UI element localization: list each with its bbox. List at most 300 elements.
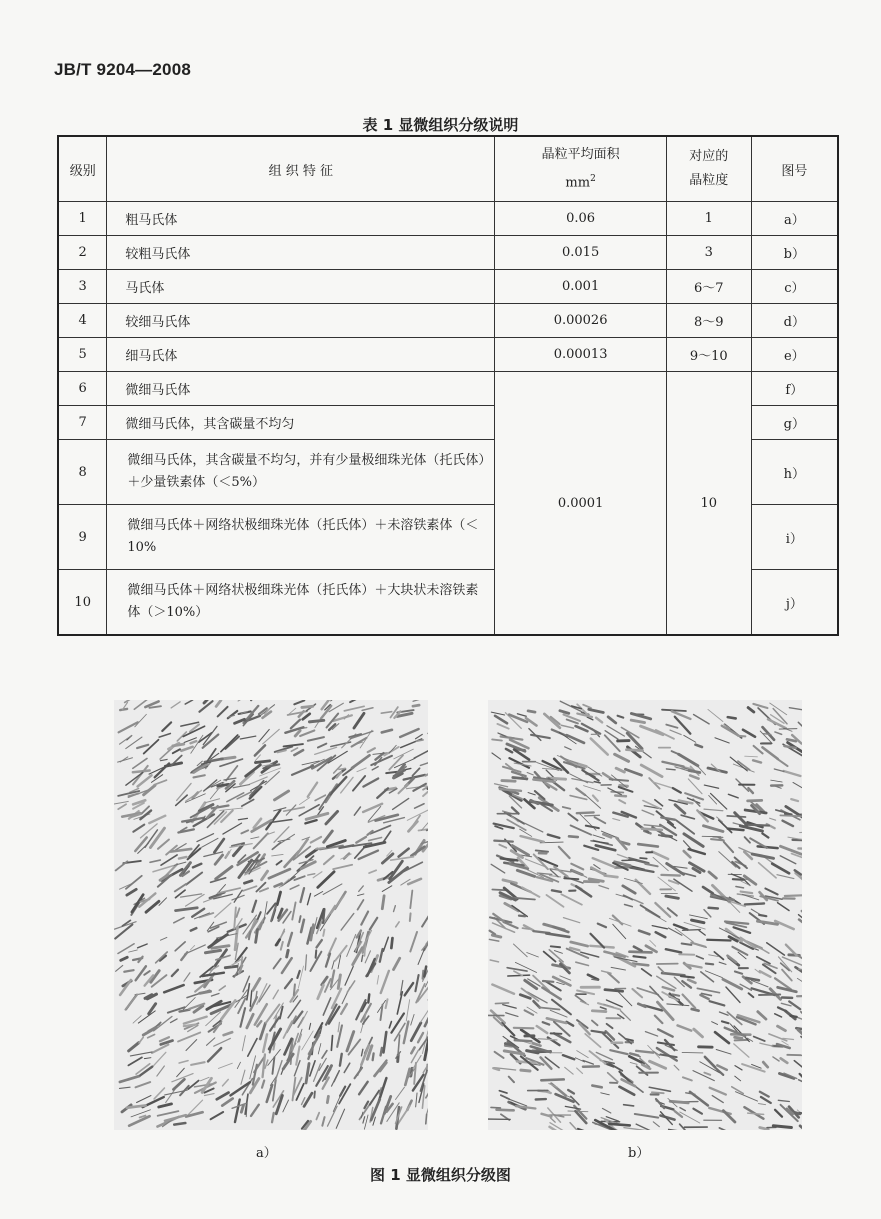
needle-mark [657,976,676,988]
needle-mark [164,985,183,992]
needle-mark [662,762,683,767]
grade-cell: 5 [58,338,107,372]
needle-mark [315,795,325,800]
needle-mark [709,795,717,804]
needle-mark [308,1042,314,1059]
needle-mark [641,726,663,734]
needle-mark [652,1092,664,1093]
needle-mark [735,1037,742,1038]
needle-mark [327,1096,328,1102]
needle-mark [495,826,503,829]
needle-mark [275,791,289,800]
needle-mark [353,776,365,791]
needle-mark [592,1021,598,1026]
needle-mark [640,858,647,859]
needle-mark [306,813,328,819]
micrograph-b-texture [488,700,802,1130]
needle-mark [418,983,428,1002]
needle-mark [611,967,625,970]
needle-mark [276,940,280,945]
caption-a: a） [256,1146,277,1161]
needle-mark [503,1005,516,1008]
needle-mark [626,750,642,751]
needle-mark [782,970,792,981]
needle-mark [140,811,151,820]
needle-mark [184,1017,207,1024]
micrograph-a-texture [114,700,428,1130]
needle-mark [525,1010,534,1015]
needle-mark [394,749,414,759]
merged-size-cell: 10 [666,372,751,636]
feature-cell: 较粗马氏体 [107,236,495,270]
needle-mark [173,749,180,753]
needle-mark [215,903,231,917]
needle-mark [383,1032,386,1052]
needle-mark [571,942,588,946]
needle-mark [394,906,396,912]
needle-mark [219,986,225,990]
needle-mark [400,729,418,737]
needle-mark [512,808,519,814]
needle-mark [763,734,771,735]
needle-mark [139,1037,143,1043]
needle-mark [670,730,681,735]
needle-mark [605,990,623,992]
table-row [58,304,838,338]
needle-mark [269,869,290,878]
needle-mark [136,966,146,980]
needle-mark [738,736,745,737]
needle-mark [600,1007,606,1009]
col-size-header [666,136,751,202]
needle-mark [624,895,633,899]
col-grade-header: 级别 [58,136,107,202]
feature-cell: 马氏体 [107,270,495,304]
needle-mark [221,735,238,752]
needle-mark [294,876,304,880]
needle-mark [658,967,664,972]
needle-mark [778,957,791,972]
needle-mark [649,1087,670,1091]
needle-mark [409,821,418,831]
needle-mark [250,777,268,784]
needle-mark [266,810,280,829]
needle-mark [299,797,309,804]
needle-mark [661,875,679,876]
needle-mark [762,747,777,759]
needle-mark [284,744,303,746]
needle-mark [689,849,705,854]
needle-mark [361,912,368,925]
feature-cell: 微细马氏体＋网络状极细珠光体（托氏体）＋未溶铁素体（＜10% [107,505,495,570]
needle-mark [624,878,642,883]
needle-mark [673,788,681,792]
needle-mark [294,750,303,755]
needle-mark [211,1112,224,1119]
needle-mark [339,768,345,769]
needle-mark [616,768,624,772]
needle-mark [158,1111,179,1116]
needle-mark [225,737,239,749]
needle-mark [340,1054,342,1066]
needle-mark [368,994,369,1002]
needle-mark [551,946,560,947]
size-header-line1: 对应的 [689,149,729,164]
needle-mark [489,939,498,941]
needle-mark [692,920,704,923]
needle-mark [733,879,743,880]
needle-mark [684,851,691,857]
needle-mark [234,907,236,928]
needle-mark [396,922,399,927]
needle-mark [426,1079,428,1098]
needle-mark [272,854,283,855]
needle-mark [678,1025,692,1030]
needle-mark [410,932,417,952]
fig-cell: a） [751,202,838,236]
needle-mark [257,984,267,1005]
needle-mark [748,708,754,712]
needle-mark [277,892,280,905]
needle-mark [313,872,322,878]
needle-mark [181,952,187,960]
needle-mark [783,821,793,826]
needle-mark [399,849,409,857]
needle-mark [174,918,184,923]
needle-mark [260,888,268,891]
needle-mark [758,1012,766,1019]
needle-mark [608,717,616,723]
needle-mark [782,1041,789,1045]
needle-mark [130,1052,152,1056]
needle-mark [577,1051,588,1058]
needle-mark [200,1077,209,1080]
needle-mark [715,738,729,743]
needle-mark [735,813,747,825]
needle-mark [223,823,242,834]
needle-mark [660,1055,676,1058]
needle-mark [617,854,628,858]
size-cell: 8～9 [666,304,751,338]
needle-mark [642,829,662,830]
needle-mark [216,700,221,706]
needle-mark [120,1076,139,1082]
needle-mark [490,931,495,934]
needle-mark [377,976,378,985]
needle-mark [368,748,375,752]
needle-mark [405,983,413,995]
needle-mark [735,1040,748,1041]
needle-mark [241,1105,243,1112]
needle-mark [118,944,134,954]
needle-mark [406,1000,409,1021]
needle-mark [262,871,268,879]
needle-mark [377,788,388,798]
needle-mark [589,709,603,712]
needle-mark [149,706,161,708]
needle-mark [509,758,529,768]
needle-mark [681,976,694,977]
needle-mark [251,837,259,839]
needle-mark [751,980,768,986]
needle-mark [502,781,515,782]
needle-mark [382,896,384,909]
needle-mark [719,852,736,868]
needle-mark [177,1068,185,1076]
needle-mark [185,700,192,704]
needle-mark [190,945,194,949]
needle-mark [563,1055,574,1059]
needle-mark [787,739,796,741]
needle-mark [361,1049,362,1056]
needle-mark [497,1110,514,1111]
needle-mark [171,1019,178,1023]
needle-mark [634,956,646,957]
needle-mark [365,951,370,963]
needle-mark [662,710,686,711]
needle-mark [683,1077,692,1080]
fig-cell: d） [751,304,838,338]
needle-mark [391,1013,403,1032]
needle-mark [652,926,667,929]
needle-mark [724,842,733,852]
needle-mark [331,896,344,913]
needle-mark [785,814,791,815]
needle-mark [205,950,220,952]
needle-mark [719,1128,740,1130]
col-fig-header: 图号 [751,136,838,202]
needle-mark [160,759,167,760]
needle-mark [415,804,424,808]
needle-mark [231,1082,250,1095]
needle-mark [658,1042,674,1045]
needle-mark [528,711,535,712]
needle-mark [204,1094,214,1096]
needle-mark [193,864,201,868]
fig-cell: e） [751,338,838,372]
needle-mark [662,973,684,975]
needle-mark [506,749,512,752]
needle-mark [362,708,373,711]
needle-mark [578,1129,598,1130]
needle-mark [538,1039,557,1040]
needle-mark [547,1018,566,1023]
needle-mark [345,966,353,985]
needle-mark [178,1032,200,1041]
needle-mark [411,1014,414,1025]
needle-mark [595,817,606,823]
needle-mark [138,944,148,948]
needle-mark [666,949,681,952]
needle-mark [260,1023,265,1039]
needle-mark [413,705,419,706]
needle-mark [670,837,677,841]
needle-mark [505,1044,513,1045]
needle-mark [690,915,708,919]
needle-mark [256,930,258,943]
needle-mark [561,725,573,728]
needle-mark [715,1032,729,1043]
fig-cell: f） [751,372,838,406]
grade-cell: 8 [58,440,107,505]
needle-mark [684,735,696,742]
table-row [58,236,838,270]
needle-mark [148,1034,155,1037]
needle-mark [350,700,359,702]
needle-mark [359,851,378,860]
needle-mark [512,772,526,776]
needle-mark [575,995,585,1003]
needle-mark [507,968,527,971]
needle-mark [491,1107,500,1108]
needle-mark [491,864,505,873]
needle-mark [778,1100,789,1101]
needle-mark [263,729,280,744]
needle-mark [218,707,228,717]
needle-mark [761,1097,771,1103]
needle-mark [777,759,787,766]
needle-mark [264,902,268,923]
needle-mark [636,1051,653,1053]
needle-mark [676,820,694,834]
needle-mark [274,959,281,969]
needle-mark [710,1001,725,1005]
needle-mark [745,825,769,826]
needle-mark [179,857,187,859]
needle-mark [127,889,136,895]
needle-mark [773,1126,791,1128]
needle-mark [165,1115,186,1121]
needle-mark [202,838,218,847]
needle-mark [499,845,506,848]
grade-cell: 7 [58,406,107,440]
needle-mark [501,1095,509,1099]
needle-mark [781,1003,791,1006]
needle-mark [242,1036,245,1051]
needle-mark [162,722,171,731]
needle-mark [533,1043,541,1046]
needle-mark [495,1003,508,1004]
needle-mark [115,925,132,939]
size-cell: 9～10 [666,338,751,372]
needle-mark [621,1011,631,1021]
needle-mark [427,722,428,734]
needle-mark [223,1079,229,1085]
needle-mark [797,978,802,983]
needle-mark [734,927,751,933]
needle-mark [137,1096,151,1103]
needle-mark [758,1104,765,1105]
needle-mark [635,1114,658,1118]
needle-mark [508,975,530,976]
needle-mark [176,908,198,911]
needle-mark [237,1062,240,1068]
needle-mark [247,984,250,1000]
needle-mark [275,1061,282,1083]
needle-mark [224,778,236,780]
grade-table [57,135,839,636]
needle-mark [547,895,564,907]
needle-mark [775,732,782,734]
needle-mark [308,874,315,875]
needle-mark [789,708,802,711]
needle-mark [174,862,186,865]
feature-cell: 较细马氏体 [107,304,495,338]
needle-mark [305,955,306,970]
needle-mark [674,1065,679,1070]
micrograph-a [114,700,428,1130]
needle-mark [675,717,691,734]
needle-mark [771,780,782,782]
needle-mark [128,1057,141,1065]
needle-mark [650,1061,666,1068]
needle-mark [700,995,708,999]
needle-mark [344,706,364,711]
needle-mark [186,1040,197,1051]
needle-mark [426,1114,427,1124]
needle-mark [778,1026,786,1030]
needle-mark [609,1124,630,1126]
needle-mark [641,765,662,777]
needle-mark [423,836,428,851]
needle-mark [238,818,247,819]
needle-mark [513,944,527,957]
needle-mark [218,1063,232,1068]
needle-mark [424,967,426,977]
needle-mark [726,987,740,1002]
needle-mark [527,773,533,775]
needle-mark [505,903,519,910]
needle-mark [331,700,342,701]
needle-mark [144,740,159,754]
needle-mark [554,951,562,954]
caption-b: b） [628,1146,650,1161]
needle-mark [760,1043,773,1046]
needle-mark [565,1106,580,1109]
needle-mark [774,769,784,772]
needle-mark [641,905,660,917]
needle-mark [694,1029,703,1037]
needle-mark [576,962,589,965]
needle-mark [225,966,237,967]
needle-mark [569,836,578,837]
needle-mark [287,950,288,957]
needle-mark [181,894,202,897]
needle-mark [494,841,513,842]
needle-mark [383,937,388,951]
needle-mark [745,903,764,904]
needle-mark [592,1011,605,1012]
needle-mark [793,782,802,787]
needle-mark [159,733,170,737]
needle-mark [415,975,418,991]
needle-mark [615,754,629,761]
needle-mark [410,913,411,921]
needle-mark [550,1118,555,1122]
needle-mark [667,1004,689,1006]
fig-cell: j） [751,570,838,636]
needle-mark [577,812,594,813]
needle-mark [716,1049,731,1054]
needle-mark [306,849,317,857]
needle-mark [318,1043,321,1053]
needle-mark [273,990,278,999]
needle-mark [133,770,150,772]
needle-mark [655,800,663,806]
needle-mark [492,753,501,759]
needle-mark [200,991,211,993]
needle-mark [531,735,550,738]
